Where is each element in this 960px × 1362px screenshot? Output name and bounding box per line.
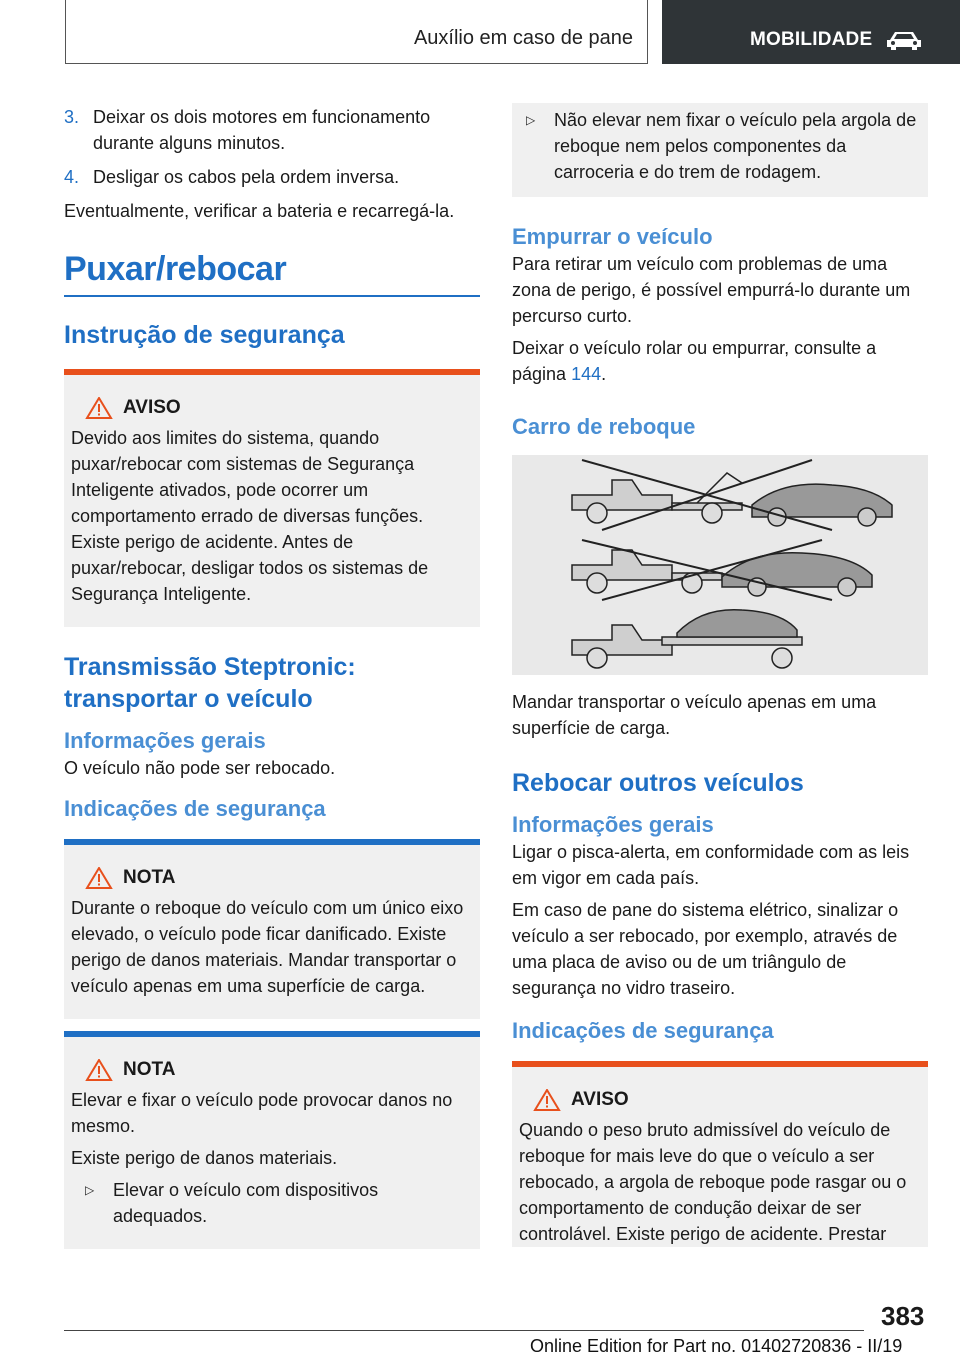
right-column xyxy=(512,103,928,1247)
note-title xyxy=(71,1053,473,1087)
header-chapter-tab[interactable] xyxy=(662,0,960,64)
warning-box xyxy=(64,369,480,627)
note-label: NOTA xyxy=(123,1059,176,1080)
step-3 xyxy=(64,104,480,156)
heading-safety-indications: Indicações de segurança xyxy=(64,796,326,821)
header-section-title: Auxílio em caso de pane xyxy=(413,27,633,49)
bullet-arrow-icon: ▷ xyxy=(526,113,536,127)
bullet-item xyxy=(512,107,918,185)
chapter-label: MOBILIDADE xyxy=(750,29,873,50)
heading-safety-instruction: Instrução de segurança xyxy=(64,321,345,349)
warning-label: AVISO xyxy=(123,397,181,418)
heading-general-info: Informações gerais xyxy=(64,728,266,753)
warning-title xyxy=(71,391,473,425)
bullet-text: Elevar o veículo com dispositivos adequados. xyxy=(113,1180,379,1226)
car-icon xyxy=(884,28,924,52)
heading-safety-indications-2: Indicações de segurança xyxy=(512,1018,774,1043)
warning-triangle-icon xyxy=(83,867,115,889)
tow-methods-image xyxy=(512,455,928,675)
step-number: 4. xyxy=(64,167,80,187)
note-bullet xyxy=(71,1177,473,1229)
warning-triangle-icon xyxy=(531,1089,563,1111)
bullet-box xyxy=(512,103,928,197)
step-4 xyxy=(64,164,480,190)
step-text: Desligar os cabos pela ordem inversa. xyxy=(93,167,400,187)
tow-truck-illustration xyxy=(512,455,928,675)
heading-general-info-2: Informações gerais xyxy=(512,812,714,837)
heading-tow-others: Rebocar outros veículos xyxy=(512,769,804,797)
note-text: Durante o reboque do veículo com um único eixo elevado, o veículo pode ficar danificado. Existe perigo de danos materiais. Mandar transportar o veículo apenas em uma superfície de carga. xyxy=(71,898,464,996)
warning-triangle-icon xyxy=(83,397,115,419)
footer-edition: Online Edition for Part no. 01402720836 - II/19 xyxy=(530,1336,903,1356)
warning-triangle-icon xyxy=(83,1059,115,1081)
note-title xyxy=(71,861,473,895)
paragraph-push-1: Para retirar um veículo com problemas de uma zona de perigo, é possível empurrá-lo durante um percurso curto. xyxy=(512,254,911,326)
bullet-arrow-icon: ▷ xyxy=(85,1183,95,1197)
warning-text: Quando o peso bruto admissível do veículo de reboque for mais leve do que o veículo a ser rebocado, a argola de reboque pode rasgar ou o comportamento de condução deixar de ser controlável. Existe perigo de acidente. Prestar xyxy=(519,1120,907,1244)
note-box-2 xyxy=(64,1031,480,1249)
heading-steptronic: Transmissão Steptronic: transportar o veículo xyxy=(64,653,356,713)
warning-box-2 xyxy=(512,1061,928,1247)
footer-divider xyxy=(64,1330,864,1331)
page-number: 383 xyxy=(881,1301,925,1331)
paragraph-transport: Mandar transportar o veículo apenas em uma superfície de carga. xyxy=(512,692,877,738)
heading-push-vehicle: Empurrar o veículo xyxy=(512,224,713,249)
paragraph-no-tow: O veículo não pode ser rebocado. xyxy=(64,758,336,778)
left-column xyxy=(64,100,480,1249)
warning-label: AVISO xyxy=(571,1089,629,1110)
note-box xyxy=(64,839,480,1019)
push-text-end: . xyxy=(601,364,607,384)
warning-text: Devido aos limites do sistema, quando puxar/rebocar com sistemas de Segurança Inteligente ativados, pode ocorrer um comportamento errado de diversas funções. Existe perigo de acidente. Antes de puxar/rebocar, desligar todos os sistemas de Segurança Inteligente. xyxy=(71,428,429,604)
paragraph-push-2 xyxy=(512,335,928,387)
step-text: Deixar os dois motores em funcionamento durante alguns minutos. xyxy=(93,107,431,153)
note-label: NOTA xyxy=(123,867,176,888)
note-text-2: Existe perigo de danos materiais. xyxy=(71,1148,338,1168)
header-section-box xyxy=(65,0,648,64)
step-number: 3. xyxy=(64,107,80,127)
note-text-1: Elevar e fixar o veículo pode provocar danos no mesmo. xyxy=(71,1090,453,1136)
paragraph-electrical: Em caso de pane do sistema elétrico, sinalizar o veículo a ser rebocado, por exemplo, através de uma placa de aviso ou de um triângulo de segurança no vidro traseiro. xyxy=(512,900,899,998)
heading-tow-truck: Carro de reboque xyxy=(512,414,696,439)
heading-puxar-rebocar: Puxar/rebocar xyxy=(64,250,480,297)
paragraph-eventually: Eventualmente, verificar a bateria e recarregá-la. xyxy=(64,201,455,221)
page-link[interactable]: 144 xyxy=(571,364,602,384)
bullet-text: Não elevar nem fixar o veículo pela argola de reboque nem pelos componentes da carroceria e do trem de rodagem. xyxy=(554,110,917,182)
paragraph-hazard: Ligar o pisca-alerta, em conformidade com as leis em vigor em cada país. xyxy=(512,842,910,888)
warning-title xyxy=(519,1083,921,1117)
push-text: Deixar o veículo rolar ou empurrar, consulte a página xyxy=(512,338,877,384)
